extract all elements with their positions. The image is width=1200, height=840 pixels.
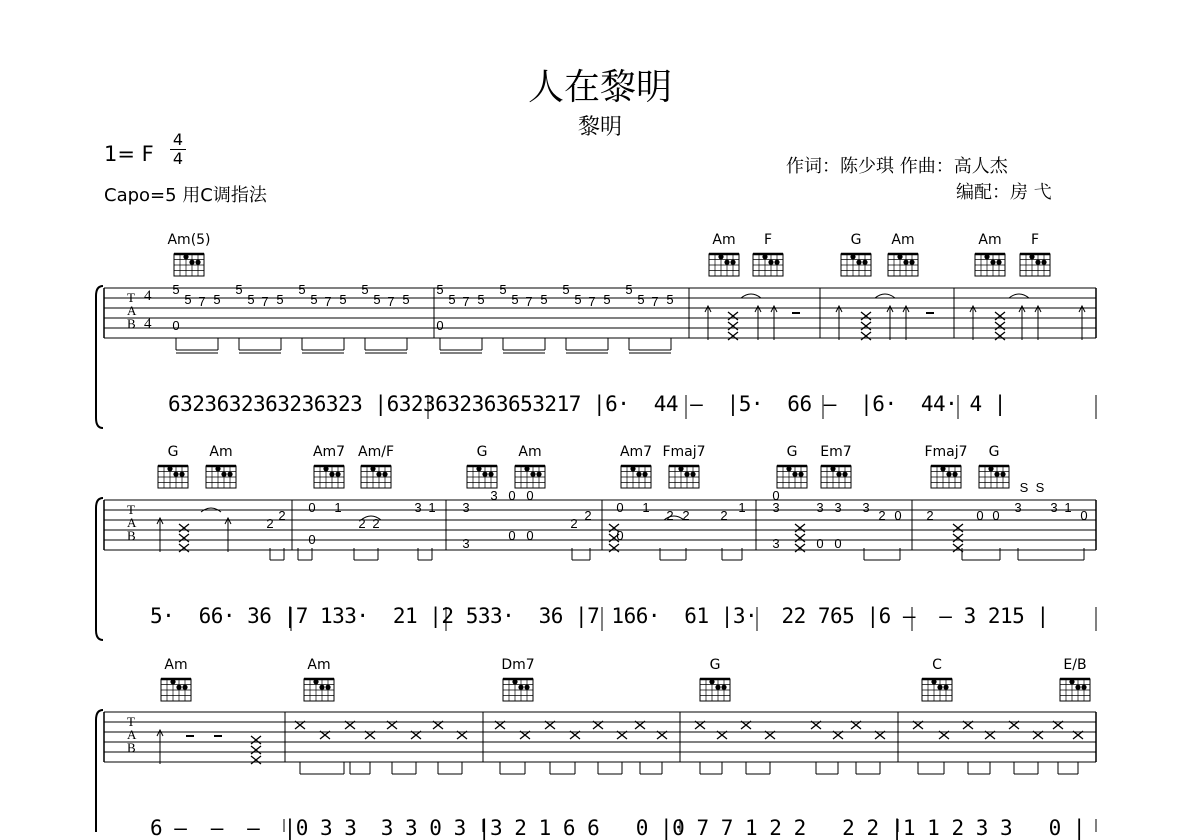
chord-dot: [931, 679, 936, 684]
tab-fret-number: 5: [361, 282, 369, 297]
tab-fret-number: 5: [298, 282, 306, 297]
tab-fret-number: 3: [772, 536, 780, 551]
tab-fret-number: 2: [682, 508, 690, 523]
time-sig-top: 4: [172, 130, 184, 149]
tab-fret-number: 7: [324, 294, 332, 309]
chord-dot: [221, 472, 226, 477]
chord-name: G: [476, 444, 488, 460]
tab-clef-letter: T: [127, 290, 135, 305]
tab-clef-letter: T: [127, 714, 135, 729]
chord-dot: [335, 472, 340, 477]
time-sig-bottom: 4: [172, 149, 184, 168]
tab-fret-number: 5: [436, 282, 444, 297]
tab-fret-number: 5: [213, 292, 221, 307]
chord-dot: [1069, 679, 1074, 684]
chord-dot: [323, 466, 328, 471]
tab-fret-number: 3: [462, 536, 470, 551]
chord-dot: [482, 472, 487, 477]
chord-dot: [488, 472, 493, 477]
chord-name: Am: [164, 657, 188, 673]
chord-dot: [856, 260, 861, 265]
chord-dot: [774, 260, 779, 265]
chord-name: Am: [712, 232, 736, 248]
chord-dot: [952, 472, 957, 477]
chord-dot: [227, 472, 232, 477]
chord-dot: [897, 254, 902, 259]
tab-fret-number: 7: [387, 294, 395, 309]
chord-name: G: [988, 444, 1000, 460]
chord-name: Am7: [312, 444, 346, 460]
tab-fret-number: 2: [584, 508, 592, 523]
strum-x: [179, 544, 189, 552]
tab-fret-number: 5: [448, 292, 456, 307]
chord-dot: [996, 260, 1001, 265]
chord-name: Am: [307, 657, 331, 673]
tab-fret-number: 0: [816, 536, 824, 551]
chord-dot: [325, 685, 330, 690]
chord-dot: [715, 685, 720, 690]
chord-dot: [786, 466, 791, 471]
tab-clef-letter: B: [127, 316, 136, 331]
strum-x: [795, 534, 805, 542]
chord-dot: [630, 466, 635, 471]
tab-clef-letter: A: [127, 727, 137, 742]
capo-info: Capo=5 用C调指法: [104, 185, 267, 206]
chord-dot: [512, 679, 517, 684]
tab-fret-number: 7: [462, 294, 470, 309]
tab-fret-number: 2: [278, 508, 286, 523]
tab-fret-number: 5: [172, 282, 180, 297]
tab-clef-letter: A: [127, 515, 137, 530]
tab-fret-number: 3: [1014, 500, 1022, 515]
tab-clef-letter: A: [127, 303, 137, 318]
tab-fret-number: 0: [436, 318, 444, 333]
tab-fret-number: 0: [308, 500, 316, 515]
chord-name: G: [786, 444, 798, 460]
brace: [96, 286, 103, 428]
brace: [96, 710, 103, 832]
strum-x: [251, 756, 261, 764]
chord-name: Fmaj7: [662, 444, 706, 460]
tab-fret-number: 0: [508, 528, 516, 543]
strum-x: [995, 312, 1005, 320]
chord-dot: [830, 466, 835, 471]
tab-fret-number: 0: [308, 532, 316, 547]
chord-dot: [842, 472, 847, 477]
credits-line1: 作词：陈少琪 作曲：高人杰: [786, 156, 1008, 177]
chord-dot: [176, 685, 181, 690]
song-title: 人在黎明: [527, 67, 672, 108]
chord-dot: [730, 260, 735, 265]
chord-name: G: [850, 232, 862, 248]
tab-fret-number: 2: [266, 516, 274, 531]
chord-dot: [943, 685, 948, 690]
chord-dot: [382, 472, 387, 477]
chord-name: Am/F: [358, 444, 394, 460]
tab-fret-number: 3: [462, 500, 470, 515]
strum-x: [728, 312, 738, 320]
tab-fret-number: 3: [816, 500, 824, 515]
chord-dot: [946, 472, 951, 477]
chord-name: Am: [891, 232, 915, 248]
chord-dot: [524, 466, 529, 471]
strum-x: [953, 524, 963, 532]
chord-dot: [189, 260, 194, 265]
tab-fret-number: 5: [625, 282, 633, 297]
tab-fret-number: 2: [720, 508, 728, 523]
chord-dot: [721, 685, 726, 690]
tab-fret-number: 5: [562, 282, 570, 297]
chord-name: Am: [518, 444, 542, 460]
chord-dot: [1041, 260, 1046, 265]
strum-x: [251, 746, 261, 754]
tab-fret-number: 5: [235, 282, 243, 297]
strum-x: [995, 322, 1005, 330]
chord-dot: [524, 685, 529, 690]
chord-dot: [370, 466, 375, 471]
tab-fret-number: 0: [1080, 508, 1088, 523]
chord-dot: [376, 472, 381, 477]
tab-fret-number: 0: [992, 508, 1000, 523]
tab-fret-number: 3: [1050, 500, 1058, 515]
tab-fret-number: 0: [894, 508, 902, 523]
chord-name: E/B: [1063, 657, 1087, 673]
chord-name: G: [709, 657, 721, 673]
chord-dot: [215, 466, 220, 471]
tab-fret-number: 0: [772, 488, 780, 503]
tab-fret-number: 2: [372, 516, 380, 531]
chord-dot: [836, 472, 841, 477]
tab-fret-number: 0: [616, 528, 624, 543]
tab-fret-number: 3: [414, 500, 422, 515]
tab-fret-number: 1: [1064, 500, 1072, 515]
chord-name: Am7: [619, 444, 653, 460]
chord-dot: [690, 472, 695, 477]
chord-name: C: [932, 657, 942, 673]
chord-dot: [518, 685, 523, 690]
chord-name: Fmaj7: [924, 444, 968, 460]
strum-x: [728, 332, 738, 340]
strum-x: [861, 322, 871, 330]
tab-fret-number: 5: [310, 292, 318, 307]
tab-fret-number: 5: [477, 292, 485, 307]
chord-name: Am: [978, 232, 1002, 248]
chord-dot: [940, 466, 945, 471]
tab-fret-number: 7: [588, 294, 596, 309]
tab-fret-number: 5: [603, 292, 611, 307]
tab-fret-number: 5: [637, 292, 645, 307]
chord-name: Em7: [820, 444, 852, 460]
strum-x: [179, 524, 189, 532]
tab-fret-number: 0: [976, 508, 984, 523]
tab-time-sig: 4: [144, 288, 152, 304]
tab-fret-number: 7: [651, 294, 659, 309]
tab-fret-number: 2: [666, 508, 674, 523]
tab-clef-letter: B: [127, 528, 136, 543]
chord-dot: [937, 685, 942, 690]
tie: [1009, 294, 1029, 298]
brace: [96, 498, 103, 640]
chord-dot: [530, 472, 535, 477]
tab-fret-number: 5: [339, 292, 347, 307]
chord-dot: [313, 679, 318, 684]
tab-fret-number: 1: [738, 500, 746, 515]
chord-dot: [636, 472, 641, 477]
tab-fret-number: 2: [358, 516, 366, 531]
tab-fret-number: 5: [373, 292, 381, 307]
tie: [741, 294, 761, 298]
chord-name: G: [167, 444, 179, 460]
chord-dot: [1035, 260, 1040, 265]
chord-dot: [1029, 254, 1034, 259]
tab-fret-number: 7: [525, 294, 533, 309]
jianpu-line-3: 6 — — — |0 3 3 3 3 0 3 |3 2 1 6 6 0 |0 7 7 1 2 2 2 2 |1 1 2 3 3 0 |: [150, 816, 1086, 840]
chord-dot: [798, 472, 803, 477]
strum-x: [728, 322, 738, 330]
strum-x: [861, 332, 871, 340]
chord-dot: [167, 466, 172, 471]
chord-dot: [476, 466, 481, 471]
strum-x: [995, 332, 1005, 340]
chord-dot: [183, 254, 188, 259]
tab-fret-number: S: [1035, 480, 1045, 495]
chord-dot: [329, 472, 334, 477]
chord-dot: [1000, 472, 1005, 477]
strum-x: [251, 736, 261, 744]
chord-dot: [179, 472, 184, 477]
tab-fret-number: 1: [642, 500, 650, 515]
chord-name: Am(5): [167, 232, 211, 248]
chord-dot: [850, 254, 855, 259]
tab-clef-letter: T: [127, 502, 135, 517]
tab-fret-number: 2: [878, 508, 886, 523]
tab-fret-number: 5: [499, 282, 507, 297]
chord-name: Dm7: [501, 657, 535, 673]
tab-fret-number: 0: [508, 488, 516, 503]
tab-fret-number: 3: [862, 500, 870, 515]
strum-x: [609, 544, 619, 552]
chord-dot: [709, 679, 714, 684]
credits-line2: 编配：房 弋: [956, 182, 1052, 203]
chord-dot: [724, 260, 729, 265]
tab-fret-number: 5: [276, 292, 284, 307]
strum-x: [795, 524, 805, 532]
strum-x: [953, 534, 963, 542]
chord-dot: [173, 472, 178, 477]
chord-dot: [170, 679, 175, 684]
chord-dot: [319, 685, 324, 690]
tab-fret-number: 2: [570, 516, 578, 531]
chord-name: F: [763, 232, 773, 248]
chord-name: Am: [209, 444, 233, 460]
tab-clef-letter: B: [127, 740, 136, 755]
tab-fret-number: 5: [247, 292, 255, 307]
tab-fret-number: 1: [334, 500, 342, 515]
chord-dot: [988, 466, 993, 471]
chord-dot: [182, 685, 187, 690]
chord-dot: [903, 260, 908, 265]
tab-fret-number: 5: [574, 292, 582, 307]
chord-dot: [768, 260, 773, 265]
chord-dot: [1075, 685, 1080, 690]
tab-fret-number: 0: [526, 488, 534, 503]
chord-dot: [718, 254, 723, 259]
strum-x: [795, 544, 805, 552]
chord-dot: [984, 254, 989, 259]
chord-dot: [678, 466, 683, 471]
strum-x: [861, 312, 871, 320]
tab-fret-number: 0: [526, 528, 534, 543]
jianpu-line-2: 5· 66· 36 |7 133· 21 |2 533· 36 |7 166· 61 |3· 22 765 |6 — — 3 215 |: [150, 604, 1049, 628]
tab-fret-number: 5: [402, 292, 410, 307]
tab-fret-number: 0: [834, 536, 842, 551]
chord-dot: [862, 260, 867, 265]
tab-fret-number: 3: [834, 500, 842, 515]
tab-fret-number: 3: [490, 488, 498, 503]
tab-fret-number: 0: [616, 500, 624, 515]
tie: [875, 294, 895, 298]
tab-fret-number: 5: [666, 292, 674, 307]
song-artist: 黎明: [577, 115, 622, 140]
tab-fret-number: 2: [926, 508, 934, 523]
chord-dot: [994, 472, 999, 477]
chord-dot: [1081, 685, 1086, 690]
chord-dot: [762, 254, 767, 259]
tab-fret-number: 3: [772, 500, 780, 515]
tab-fret-number: 7: [261, 294, 269, 309]
tab-fret-number: 5: [184, 292, 192, 307]
key-signature: 1= F: [104, 142, 154, 166]
tab-fret-number: 1: [428, 500, 436, 515]
chord-dot: [642, 472, 647, 477]
chord-dot: [909, 260, 914, 265]
chord-dot: [195, 260, 200, 265]
strum-x: [179, 534, 189, 542]
tab-fret-number: 7: [198, 294, 206, 309]
tab-fret-number: 5: [540, 292, 548, 307]
chord-dot: [792, 472, 797, 477]
chord-dot: [536, 472, 541, 477]
chord-dot: [990, 260, 995, 265]
tab-fret-number: S: [1019, 480, 1029, 495]
tab-fret-number: 5: [511, 292, 519, 307]
tab-fret-number: 0: [172, 318, 180, 333]
tab-time-sig: 4: [144, 316, 152, 332]
chord-dot: [684, 472, 689, 477]
chord-name: F: [1030, 232, 1040, 248]
jianpu-line-1: 6323632363236323 |6323632363653217 |6· 44 — |5· 66 — |6· 44· 4 |: [168, 392, 1006, 416]
